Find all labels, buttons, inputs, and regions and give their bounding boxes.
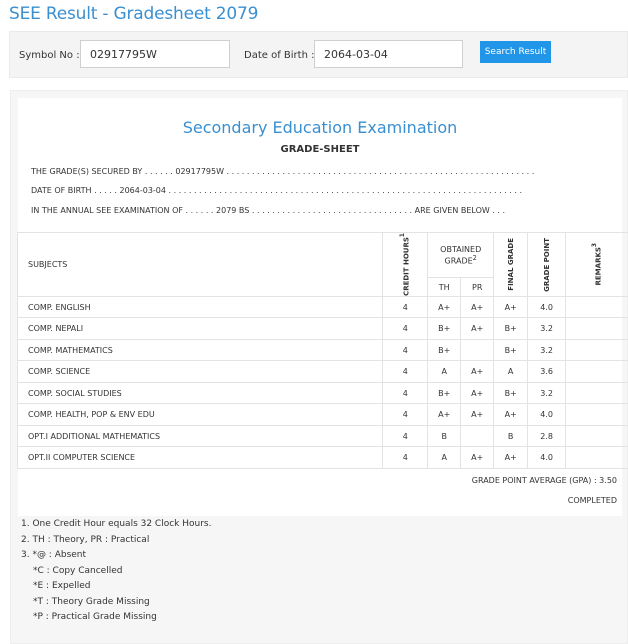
remarks-header: REMARKS$^3$ [566,233,628,297]
credit-hours-cell: 4 [383,339,428,361]
subject-cell: OPT.II COMPUTER SCIENCE [18,447,383,469]
final-grade-header: FINAL GRADE [494,233,528,297]
footnote-theory-missing: *T : Theory Grade Missing [33,596,150,607]
subject-cell: COMP. SCIENCE [18,361,383,383]
subject-cell: COMP. SOCIAL STUDIES [18,382,383,404]
credit-hours-cell: 4 [383,425,428,447]
secured-by-line: THE GRADE(S) SECURED BY . . . . . . 02917795W . . . . . . . . . . . . . . . . . . . . . . . . . . . . . . . . . . . . . . . . . . . . . . . . . . . . . . . . . . . . . [31,167,535,176]
footnote-copy-cancelled: *C : Copy Cancelled [33,565,123,576]
pr-grade-cell: A+ [461,318,494,340]
subject-cell: COMP. ENGLISH [18,296,383,318]
th-grade-cell: A [428,447,461,469]
table-row [18,382,628,404]
grade-point-cell: 3.2 [528,382,566,404]
footnote-absent: 3. *@ : Absent [21,550,87,560]
dob-line: DATE OF BIRTH . . . . . 2064-03-04 . . . . . . . . . . . . . . . . . . . . . . . . . . . . . . . . . . . . . . . . . . . . . . . . . . . . . . . . . . . . . . . . . . . . . . [31,186,523,195]
grade-sheet-heading: GRADE-SHEET [280,144,360,155]
table-row [18,425,628,447]
pr-header: PR [461,278,494,297]
pr-grade-cell [461,425,494,447]
credit-hours-cell: 4 [383,318,428,340]
subjects-header: SUBJECTS [18,233,383,297]
grade-point-cell: 3.2 [528,339,566,361]
grades-table [17,232,628,469]
final-grade-cell: B [494,425,528,447]
symbol-no-label: Symbol No : [19,50,80,61]
grade-point-cell: 3.2 [528,318,566,340]
final-grade-cell: B+ [494,382,528,404]
grade-point-cell: 4.0 [528,296,566,318]
table-row [18,361,628,383]
th-grade-cell: B+ [428,382,461,404]
credit-hours-cell: 4 [383,296,428,318]
th-grade-cell: B+ [428,318,461,340]
grade-point-header: GRADE POINT [528,233,566,297]
remarks-cell [566,425,628,447]
th-grade-cell: A+ [428,296,461,318]
footnote-credit-hour: 1. One Credit Hour equals 32 Clock Hours. [21,519,212,529]
remarks-cell [566,318,628,340]
th-grade-cell: A+ [428,404,461,426]
final-grade-cell: B+ [494,339,528,361]
table-row [18,318,628,340]
final-grade-cell: A+ [494,404,528,426]
final-grade-cell: A+ [494,447,528,469]
remarks-cell [566,339,628,361]
grade-point-cell: 4.0 [528,447,566,469]
pr-grade-cell: A+ [461,296,494,318]
pr-grade-cell: A+ [461,382,494,404]
page-title: SEE Result - Gradesheet 2079 [9,4,259,24]
result-status: COMPLETED [567,496,617,505]
dob-input[interactable]: 2064-03-04 [314,40,463,68]
table-row [18,296,628,318]
footnotes [21,519,211,628]
footnote-th-pr: 2. TH : Theory, PR : Practical [21,534,150,545]
th-grade-cell: A [428,361,461,383]
remarks-cell [566,382,628,404]
exam-line: IN THE ANNUAL SEE EXAMINATION OF . . . . . . 2079 BS . . . . . . . . . . . . . . . . . . . . . . . . . . . . . . . . ARE GIVEN BELOW . . . [31,206,506,215]
subject-cell: COMP. NEPALI [18,318,383,340]
search-form [9,31,628,78]
remarks-cell [566,361,628,383]
subject-cell: OPT.I ADDITIONAL MATHEMATICS [18,425,383,447]
pr-grade-cell [461,339,494,361]
table-row [18,339,628,361]
exam-title: Secondary Education Examination [182,118,458,137]
credit-hours-cell: 4 [383,361,428,383]
obtained-grade-header: OBTAINED GRADE$^2$ [428,233,494,278]
table-row [18,404,628,426]
credit-hours-header: CREDIT HOURS$^1$ [383,233,428,297]
th-grade-cell: B [428,425,461,447]
grade-point-cell: 3.6 [528,361,566,383]
remarks-cell [566,404,628,426]
credit-hours-cell: 4 [383,447,428,469]
final-grade-cell: A [494,361,528,383]
th-header: TH [428,278,461,297]
table-row [18,447,628,469]
final-grade-cell: A+ [494,296,528,318]
search-result-button[interactable]: Search Result [480,41,551,63]
symbol-no-input[interactable]: 02917795W [80,40,230,68]
final-grade-cell: B+ [494,318,528,340]
footnote-practical-missing: *P : Practical Grade Missing [33,612,157,622]
credit-hours-cell: 4 [383,382,428,404]
remarks-cell [566,447,628,469]
th-grade-cell: B+ [428,339,461,361]
pr-grade-cell: A+ [461,404,494,426]
dob-label: Date of Birth : [244,50,315,61]
subject-cell: COMP. MATHEMATICS [18,339,383,361]
gpa-value: GRADE POINT AVERAGE (GPA) : 3.50 [471,476,617,485]
grade-sheet [10,90,628,644]
grade-point-cell: 4.0 [528,404,566,426]
footnote-expelled: *E : Expelled [33,581,91,591]
pr-grade-cell: A+ [461,361,494,383]
grade-point-cell: 2.8 [528,425,566,447]
subject-cell: COMP. HEALTH, POP & ENV EDU [18,404,383,426]
credit-hours-cell: 4 [383,404,428,426]
remarks-cell [566,296,628,318]
pr-grade-cell: A+ [461,447,494,469]
